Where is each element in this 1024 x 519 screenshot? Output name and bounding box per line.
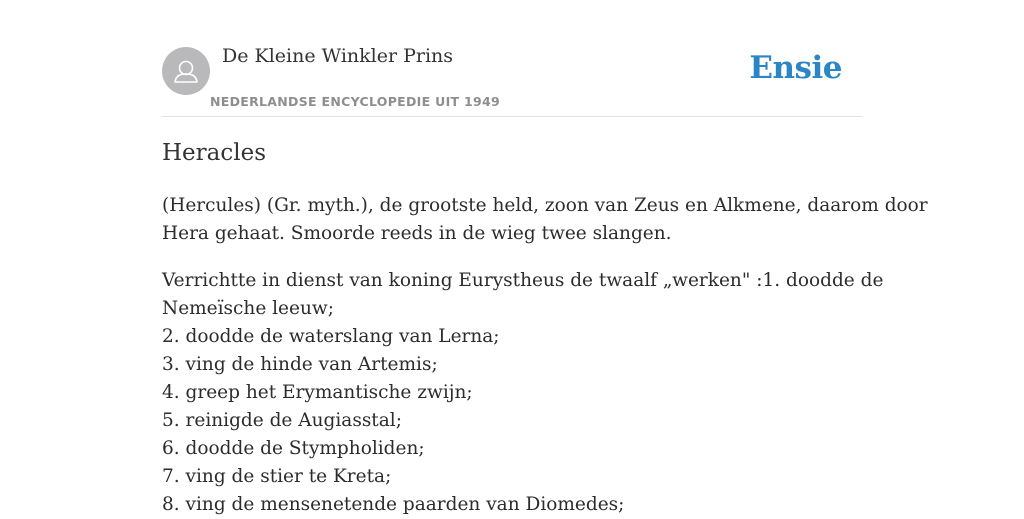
publication-title[interactable]: De Kleine Winkler Prins [222,45,454,67]
publication-subtitle: NEDERLANDSE ENCYCLOPEDIE UIT 1949 [210,94,500,109]
ensie-logo-link[interactable]: Ensie [749,50,842,86]
labor-item: 4. greep het Erymantische zwijn; [162,382,473,403]
site-header [162,0,862,117]
labor-item: 3. ving de hinde van Artemis; [162,354,438,375]
page [162,0,928,515]
article-intro-paragraph [162,192,928,248]
user-silhouette-icon[interactable] [162,47,210,95]
paragraph-line: Verrichtte in dienst van koning Eurystheus de twaalf „werken" :1. doodde de [162,270,884,291]
article-title: Heracles [162,140,267,166]
article-labors-paragraph [162,267,882,519]
paragraph-line: Hera gehaat. Smoorde reeds in de wieg twee slangen. [162,223,672,244]
labor-item: 5. reinigde de Augiasstal; [162,410,402,431]
paragraph-line: Nemeïsche leeuw; [162,298,334,319]
labor-item: 2. doodde de waterslang van Lerna; [162,326,500,347]
labor-item: 8. ving de mensenetende paarden van Diomedes; [162,494,625,515]
labor-item: 7. ving de stier te Kreta; [162,466,392,487]
labor-item: 6. doodde de Stympholiden; [162,438,425,459]
paragraph-line: (Hercules) (Gr. myth.), de grootste held, zoon van Zeus en Alkmene, daarom door [162,195,928,216]
